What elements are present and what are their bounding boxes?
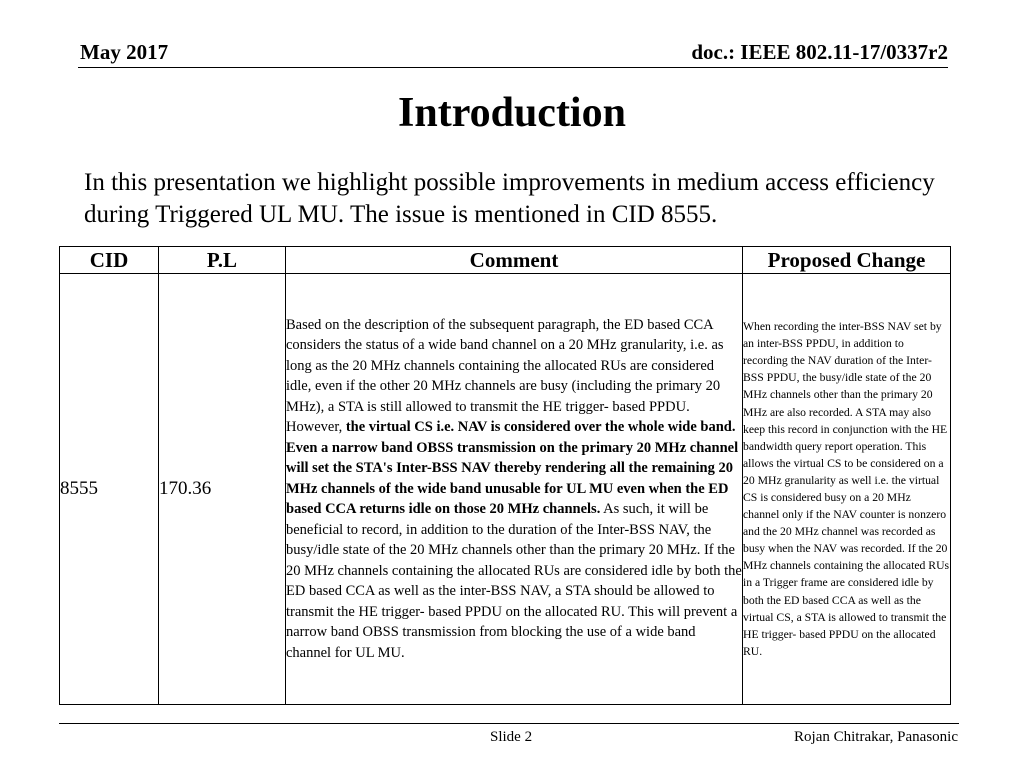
header-comment: Comment	[286, 247, 743, 274]
comment-text-part1: Based on the description of the subsequent paragraph, the ED based CCA considers the status of a wide band channel on a 20 MHz granularity, i.e. as long as the 20 MHz channels containing the allocated RUs are considered idle, even if the other 20 MHz channels are busy (including the primary 20 MHz), a STA is still allowed to transmit the HE trigger- based PPDU. However,	[286, 316, 724, 436]
slide-title: Introduction	[398, 90, 626, 136]
header-doc-id: doc.: IEEE 802.11-17/0337r2	[691, 40, 948, 64]
footer-divider	[59, 723, 959, 724]
header-proposed-change: Proposed Change	[743, 247, 951, 274]
table-row	[60, 274, 951, 705]
footer-author: Rojan Chitrakar, Panasonic	[794, 729, 958, 745]
header-date: May 2017	[80, 40, 169, 64]
cell-proposed-change: When recording the inter-BSS NAV set by an inter-BSS PPDU, in addition to recording the NAV duration of the Inter-BSS PPDU, the busy/idle state of the 20 MHz channels other than the primary 20 MHz are also recorded. A STA may also keep this record in conjunction with the HE bandwidth query report operation. This allows the virtual CS to be considered on a 20 MHz granularity as well i.e. the virtual CS is considered busy on a 20 MHz channel only if the NAV counter is nonzero and the 20 MHz channel was recorded as busy when the NAV was recorded. If the 20 MHz channels containing the allocated RUs in a Trigger frame are considered idle by both the ED based CCA as well as the virtual CS, a STA is allowed to transmit the HE trigger- based PPDU on the allocated RU.	[743, 274, 951, 705]
cell-comment	[286, 274, 743, 705]
cell-pl: 170.36	[159, 274, 286, 705]
footer-slide-number: Slide 2	[490, 729, 533, 745]
intro-paragraph: In this presentation we highlight possible improvements in medium access efficiency during Triggered UL MU. The issue is mentioned in CID 8555.	[84, 169, 935, 228]
comment-text-bold: the virtual CS i.e. NAV is considered over the whole wide band. Even a narrow band OBSS transmission on the primary 20 MHz channel will set the STA's Inter-BSS NAV thereby rendering all the remaining 20 MHz channels of the wide band unusable for UL MU even when the ED based CCA returns idle on those 20 MHz channels.	[286, 419, 739, 518]
cell-cid: 8555	[60, 274, 159, 705]
header-cid: CID	[60, 247, 159, 274]
table-header-row	[60, 247, 951, 274]
header-pl: P.L	[159, 247, 286, 274]
header-divider	[78, 67, 948, 68]
comment-text-part2: As such, it will be beneficial to record, in addition to the duration of the Inter-BSS NAV, the busy/idle state of the 20 MHz channels other than the primary 20 MHz. If the 20 MHz channels containing the allocated RUs are considered idle by both the ED based CCA as well as the inter-BSS NAV, a STA should be allowed to transmit the HE trigger- based PPDU on the allocated RU. This will prevent a narrow band OBSS transmission from blocking the use of a wide band channel for UL MU.	[286, 501, 742, 661]
comment-table	[59, 246, 951, 705]
